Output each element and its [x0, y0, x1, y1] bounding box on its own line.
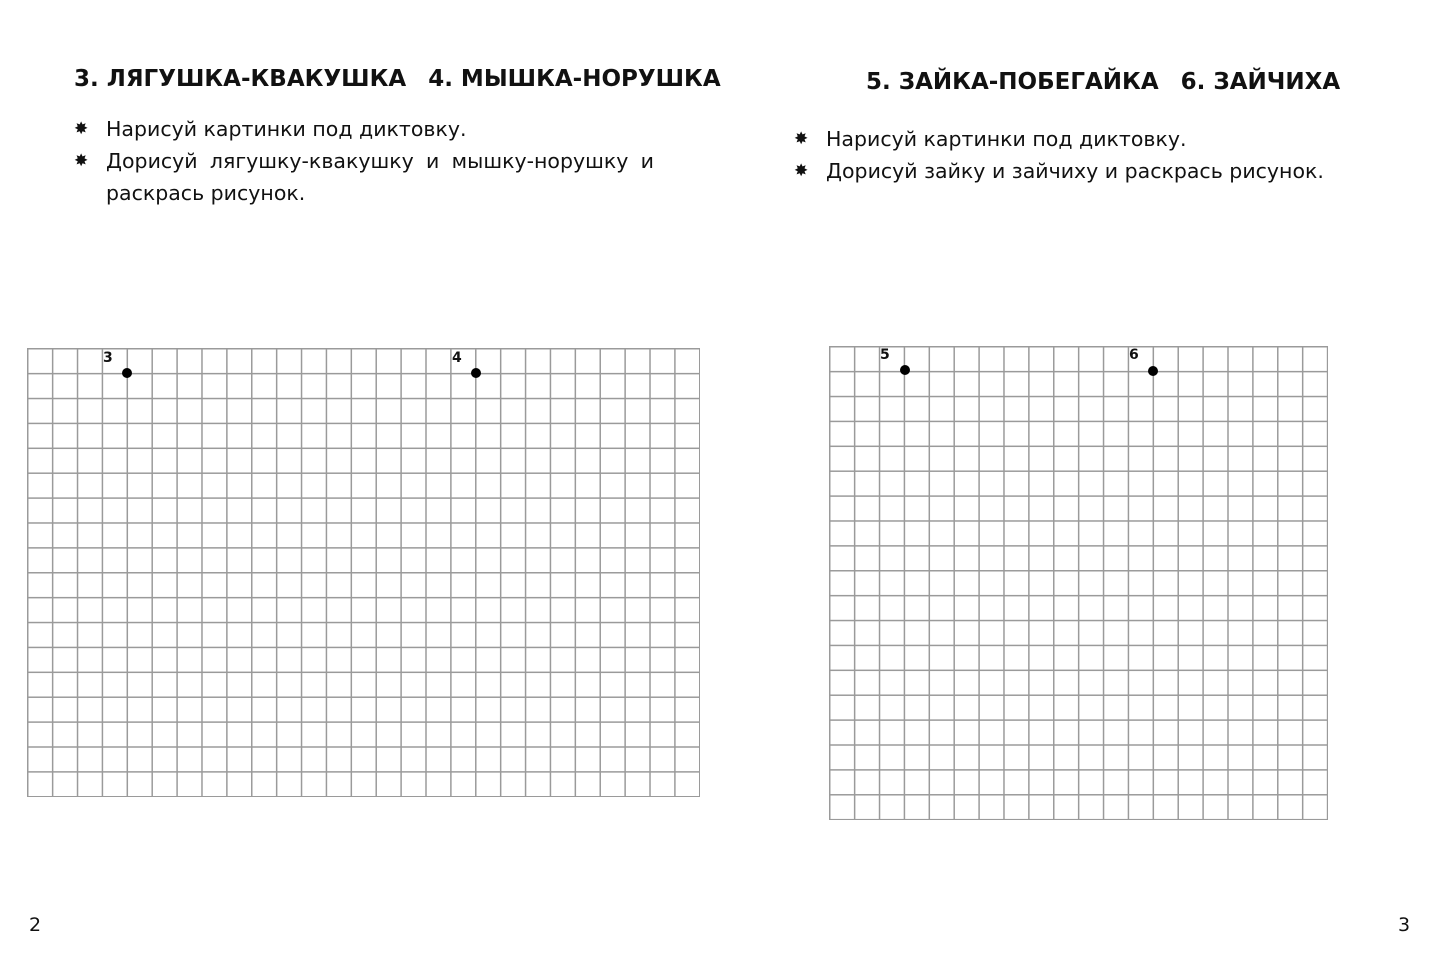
- drawing-grid-left[interactable]: [27, 348, 700, 797]
- instruction-item: [794, 123, 1414, 155]
- page-number-left: 2: [29, 914, 42, 936]
- right-instructions: [794, 123, 1414, 187]
- title-she-hare: 6. ЗАЙЧИХА: [1180, 69, 1341, 95]
- star-bullet-icon: ✸: [74, 151, 89, 171]
- instruction-text: Дорисуй лягушку-квакушку и мышку-норушку и раскрась рисунок.: [106, 149, 654, 205]
- left-page-title: [74, 66, 721, 92]
- left-page: [0, 0, 722, 972]
- marker-label-3: 3: [103, 350, 113, 366]
- star-bullet-icon: ✸: [794, 161, 809, 181]
- drawing-grid-right[interactable]: [829, 346, 1328, 820]
- start-dot-4: [471, 368, 481, 378]
- marker-label-4: 4: [452, 350, 462, 366]
- instruction-text: Дорисуй зайку и зайчиху и раскрась рисунок.: [826, 159, 1324, 183]
- right-page-title: [866, 69, 1340, 95]
- page-number-right: 3: [1398, 914, 1411, 936]
- start-dot-6: [1148, 366, 1158, 376]
- left-instructions: [74, 113, 654, 209]
- title-bunny: 5. ЗАЙКА-ПОБЕГАЙКА: [866, 69, 1159, 95]
- instruction-item: [74, 113, 654, 145]
- marker-label-5: 5: [880, 347, 890, 363]
- start-dot-3: [122, 368, 132, 378]
- instruction-item: [794, 155, 1414, 187]
- title-mouse: 4. МЫШКА-НОРУШКА: [428, 66, 721, 92]
- instruction-text: Нарисуй картинки под диктовку.: [106, 117, 467, 141]
- instruction-text: Нарисуй картинки под диктовку.: [826, 127, 1187, 151]
- title-frog: 3. ЛЯГУШКА-КВАКУШКА: [74, 66, 407, 92]
- star-bullet-icon: ✸: [74, 119, 89, 139]
- right-page: [722, 0, 1445, 972]
- marker-label-6: 6: [1129, 347, 1139, 363]
- start-dot-5: [900, 365, 910, 375]
- star-bullet-icon: ✸: [794, 129, 809, 149]
- instruction-item: [74, 145, 654, 209]
